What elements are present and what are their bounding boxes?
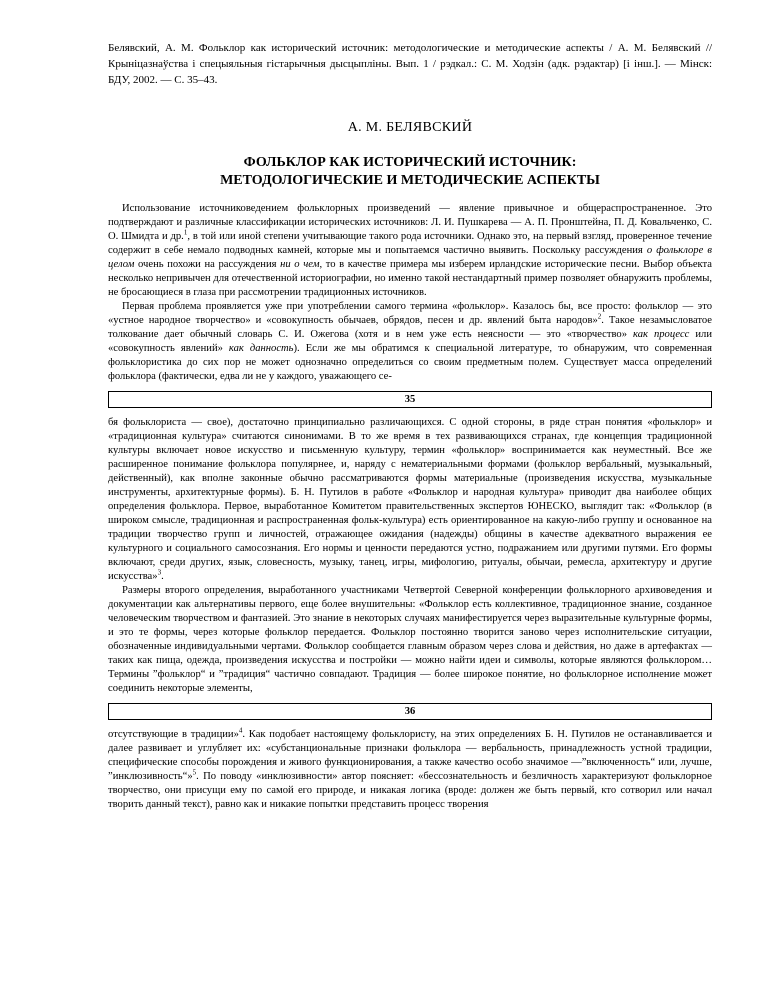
footnote-ref: 5 bbox=[192, 768, 197, 777]
page-number-35: 35 bbox=[108, 391, 712, 408]
text-run: . bbox=[161, 571, 164, 582]
title-line-1: ФОЛЬКЛОР КАК ИСТОРИЧЕСКИЙ ИСТОЧНИК: bbox=[243, 155, 577, 170]
author-name: А. М. БЕЛЯВСКИЙ bbox=[347, 120, 473, 135]
text-run: . Как подобает настоящему фольклористу, на этих определениях Б. Н. Путилов не останавливается и далее развивает и углубляет их: «субстанциональные признаки фольклора — вербальность, принадлежность устной традиции, специфические способы порождения и живого функционирования, а также качество особо значимое —”включенность“ или, лучше, ”инклюзивность“» bbox=[108, 729, 712, 782]
article-title bbox=[108, 154, 712, 190]
italic-run: о фольклоре в целом bbox=[108, 245, 712, 270]
text-run: бя фольклориста — свое), достаточно принципиально различающихся. С одной стороны, в ряде стран понятия «фольклор» и «традиционная культура» считаются синонимами. В то же время в тех развивающихся странах, где концепция традиционной культуры включает новое искусство и письменную культуру, термин «фольклор» воспринимается как неуместный. Все же расширенное понимание фольклора популярнее, и, наряду с нематериальными формами (фольклор вербальный, музыкальный, действенный), как вполне законные обычно рассматриваются формы материальные (произведения искусства, музыкальные инструменты, архитектурные формы). Б. Н. Путилов в работе «Фольклор и народная культура» приводит два наиболее общих определения фольклора. Первое, выработанное Комитетом правительственных экспертов ЮНЕСКО, выглядит так: «Фольклор (в широком смысле, традиционная и распространенная фольк-культура) есть ориентированное на какую-либо группу и основанное на традиции творчество групп и личностей, отражающее ожидания (надежды) общины в качестве адекватного выражения ее культурного и социального самосознания. Его нормы и ценности передаются устно, подражанием или другими путями. Его формы включают, среди других, язык, словесность, музыку, танец, игры, мифологию, ритуалы, обычаи, ремесла, архитектуру и другие искусства» bbox=[108, 417, 712, 582]
footnote-ref: 2 bbox=[597, 312, 602, 321]
text-run: ). Если же мы обратимся к специальной литературе, то обнаружим, что современная фольклористика до сих пор не может однозначно определиться со своим предметным полем. Существует масса определений фольклора (фактически, едва ли не у каждого, уважающего се- bbox=[108, 343, 713, 382]
bibliographic-citation: Белявский, А. М. Фольклор как исторический источник: методологические и методические аспекты / А. М. Белявский // Крыніцазнаўства і спецыяльныя гістарычныя дысцыпліны. Вып. 1 / рэдкал.: С. М. Ходзін (адк. рэдактар) [і інш.]. — Мінск: БДУ, 2002. — С. 35–43. bbox=[108, 42, 712, 86]
footnote-ref: 1 bbox=[183, 228, 188, 237]
italic-run: ни о чем bbox=[280, 259, 320, 270]
paragraph-1 bbox=[108, 202, 712, 300]
text-run: . Такое незамысловатое толкование дает обычный словарь С. И. Ожегова (хотя и в нем уже есть неясности — это «творчество» bbox=[108, 315, 712, 340]
paragraph-3 bbox=[108, 416, 712, 584]
paragraph-2 bbox=[108, 300, 712, 384]
text-run: или «совокупность явлений» bbox=[108, 329, 712, 354]
page-number-36: 36 bbox=[108, 703, 712, 720]
text-run: , то в качестве примера мы изберем ирландские исторические песни. Выбор объекта несколько непривычен для отечественной историографии, но именно такой нестандартный пример позволяет обнаружить проблемы, не бросающиеся в глаза при рассмотрении традиционных источников. bbox=[108, 259, 712, 298]
footnote-ref: 3 bbox=[157, 568, 162, 577]
title-line-2: МЕТОДОЛОГИЧЕСКИЕ И МЕТОДИЧЕСКИЕ АСПЕКТЫ bbox=[220, 173, 600, 188]
paragraph-5 bbox=[108, 728, 712, 812]
italic-run: как процесс bbox=[633, 329, 690, 340]
text-run: Использование источниковедением фольклорных произведений — явление привычное и общераспространенное. Это подтверждают и различные классификации исторических источников: Л. И. Пушкарева — А. П. Пронштейна, П. Д. Ковальченко, С. О. Шмидта и др. bbox=[108, 203, 712, 242]
text-run: отсутствующие в традиции» bbox=[108, 729, 239, 740]
text-run: очень похожи на рассуждения bbox=[134, 259, 281, 270]
text-run: . По поводу «инклюзивности» автор поясняет: «бессознательность и безличность характеризуют фольклорное творчество, они присущи ему по самой его природе, и никакая логика (вроде: должен же быть первый, кто сотворил или начал творить данный текст), равно как и никакие попытки представить процесс творения bbox=[108, 771, 712, 810]
footnote-ref: 4 bbox=[238, 726, 243, 735]
text-run: Первая проблема проявляется уже при употреблении самого термина «фольклор». Казалось бы, все просто: фольклор — это «устное народное творчество» и «совокупность обычаев, обрядов, песен и др. явлений быта народов» bbox=[108, 301, 712, 326]
italic-run: как данность bbox=[228, 343, 294, 354]
paragraph-4: Размеры второго определения, выработанного участниками Четвертой Северной конференции фольклорного архивоведения и документации как альтернативы первого, еще более внушительны: «Фольклор есть коллективное, традиционное знание, созданное человеческим творчеством и фантазией. Это знание в некоторых случаях манифестируется через выразительные культурные формы, и это те формы, через которые фольклор передается. Фольклор постоянно творится заново через исполнительские ситуации, обозначенные индивидуальными чертами. Фольклор сообщается главным образом через слова и действия, но даже в артефактах — таких как пища, одежда, произведения искусства и постройки — можно найти идеи и символы, которые являются фольклором… Термины ”фольклор“ и ”традиция“ частично совпадают. Традиция — более широкое понятие, но фольклорное исполнение может соединить некоторые элементы, bbox=[108, 585, 712, 694]
document-page bbox=[108, 40, 712, 812]
text-run: , в той или иной степени учитывающие такого рода источники. Однако это, на первый взгляд, проверенное течение содержит в себе немало подводных камней, которые мы и попытаемся частично выявить. Поскольку рассуждения bbox=[108, 231, 712, 256]
